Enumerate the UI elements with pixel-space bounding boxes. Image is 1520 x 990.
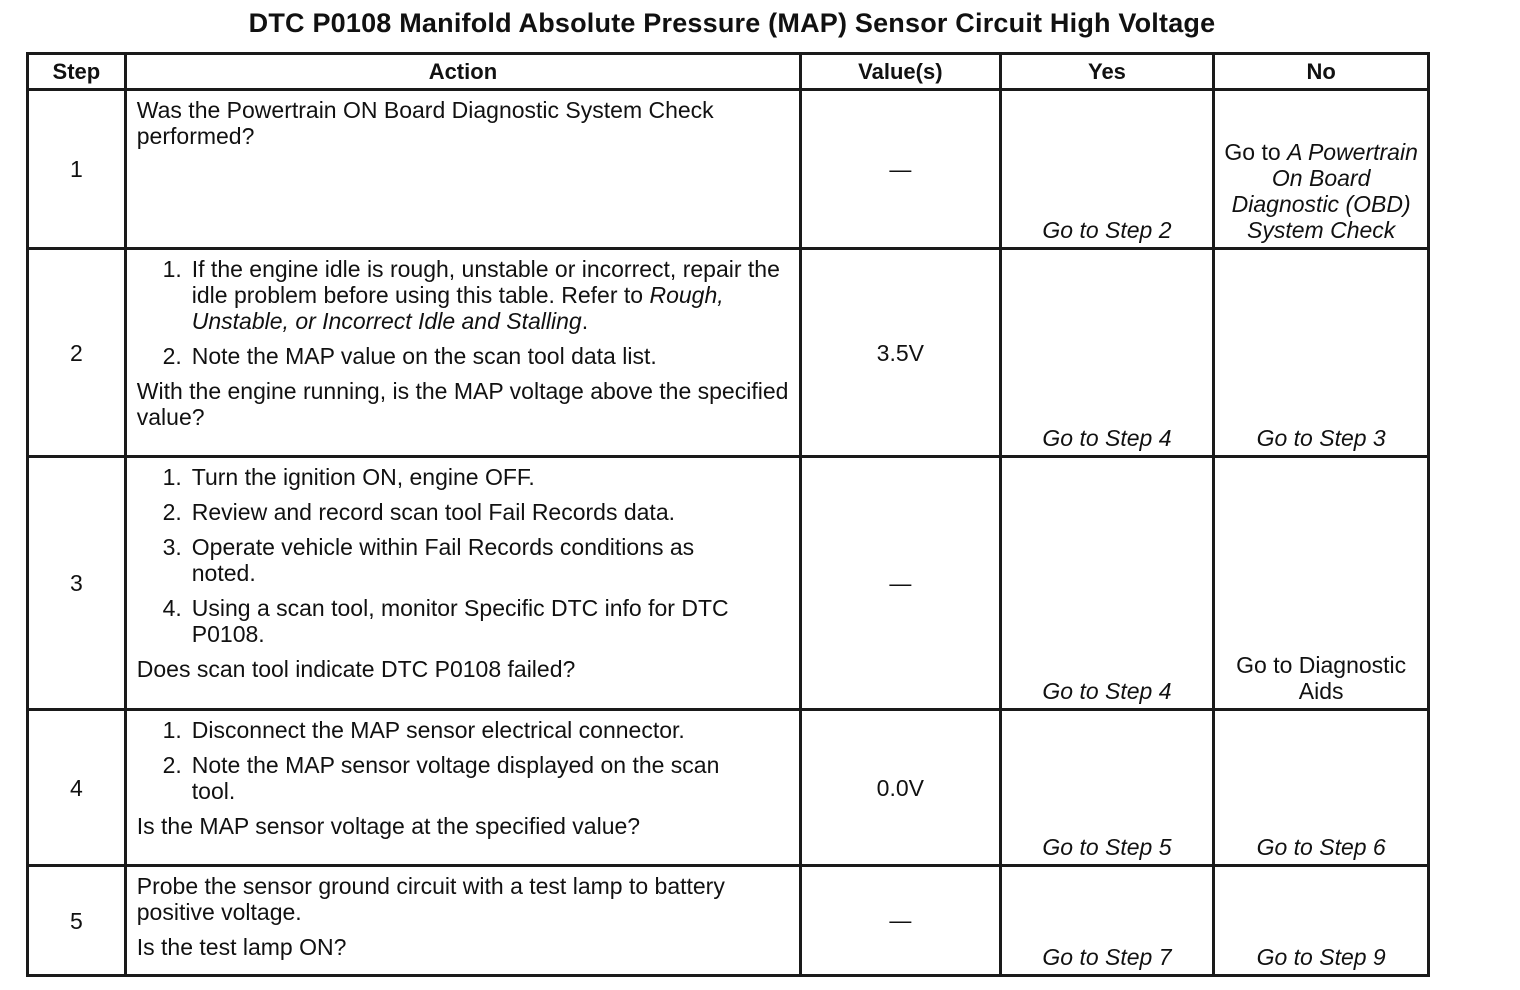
list-item — [137, 534, 789, 586]
action-question: With the engine running, is the MAP voltage above the specified value? — [136, 378, 789, 430]
page-title: DTC P0108 Manifold Absolute Pressure (MAP) Sensor Circuit High Voltage — [248, 8, 1216, 38]
yes-cell: Go to Step 4 — [1000, 249, 1214, 457]
header-yes: Yes — [1000, 54, 1214, 90]
no-prefix: Go to — [1224, 139, 1281, 165]
item-text: Operate vehicle within Fail Records conditions as noted. — [191, 534, 695, 586]
step-number: 4 — [28, 710, 126, 866]
item-text — [192, 256, 789, 334]
value-text: 3.5V — [876, 339, 924, 366]
item-number: 3. — [162, 534, 182, 560]
step-number: 5 — [28, 866, 126, 976]
table-row — [28, 457, 1429, 710]
header-no: No — [1214, 54, 1429, 90]
list-item — [137, 752, 789, 804]
value-cell — [801, 710, 1001, 866]
list-item — [137, 464, 789, 490]
item-text: Turn the ignition ON, engine OFF. — [191, 464, 535, 490]
value-cell — [801, 90, 1001, 249]
value-cell — [801, 866, 1001, 976]
action-cell — [125, 457, 800, 710]
yes-cell: Go to Step 7 — [1000, 866, 1214, 976]
action-question: Is the test lamp ON? — [136, 934, 347, 960]
no-cell: Go to Diagnostic Aids — [1214, 457, 1429, 710]
step-number: 1 — [28, 90, 126, 249]
action-cell — [125, 710, 800, 866]
item-number: 2. — [162, 499, 182, 525]
item-text: Review and record scan tool Fail Records data. — [191, 499, 676, 525]
item-number: 4. — [162, 595, 182, 621]
table-row — [28, 249, 1429, 457]
value-cell — [801, 457, 1001, 710]
item-number: 1. — [162, 256, 182, 282]
step-number: 2 — [28, 249, 126, 457]
header-step: Step — [28, 54, 126, 90]
item-text-plain: If the engine idle is rough, unstable or incorrect, repair the idle problem before using this table. Refer to — [191, 256, 780, 308]
action-question: Was the Powertrain ON Board Diagnostic System Check performed? — [136, 97, 714, 149]
header-values: Value(s) — [801, 54, 1001, 90]
item-number: 1. — [162, 717, 182, 743]
list-item — [137, 595, 789, 647]
action-cell — [125, 249, 800, 457]
yes-cell: Go to Step 4 — [1000, 457, 1214, 710]
action-steps — [137, 464, 789, 647]
value-text: — — [889, 908, 912, 933]
value-text: 0.0V — [876, 774, 924, 801]
item-number: 2. — [162, 343, 182, 369]
table-row — [28, 710, 1429, 866]
item-text: Note the MAP value on the scan tool data list. — [191, 343, 657, 369]
item-number: 2. — [162, 752, 182, 778]
action-question: Is the MAP sensor voltage at the specified value? — [136, 813, 641, 839]
action-question: Does scan tool indicate DTC P0108 failed? — [136, 656, 576, 682]
table-row — [28, 90, 1429, 249]
action-steps — [137, 717, 789, 804]
table-row — [28, 866, 1429, 976]
action-statement: Probe the sensor ground circuit with a test lamp to battery positive voltage. — [136, 873, 725, 925]
no-cell: Go to Step 6 — [1214, 710, 1429, 866]
no-cell: Go to Step 3 — [1214, 249, 1429, 457]
item-text: Disconnect the MAP sensor electrical connector. — [191, 717, 685, 743]
list-item — [137, 256, 789, 334]
item-text: Note the MAP sensor voltage displayed on the scan tool. — [191, 752, 720, 804]
yes-cell: Go to Step 5 — [1000, 710, 1214, 866]
step-number: 3 — [28, 457, 126, 710]
yes-cell: Go to Step 2 — [1000, 90, 1214, 249]
value-text: — — [889, 156, 912, 182]
list-item — [137, 717, 789, 743]
item-text: Using a scan tool, monitor Specific DTC info for DTC P0108. — [191, 595, 729, 647]
item-number: 1. — [162, 464, 182, 490]
no-link-text: A Powertrain On Board Diagnostic (OBD) System Check — [1231, 139, 1418, 243]
diagnostic-table — [26, 52, 1430, 977]
no-cell: Go to Step 9 — [1214, 866, 1429, 976]
table-header-row — [28, 54, 1429, 90]
no-cell — [1214, 90, 1429, 249]
action-cell — [125, 866, 800, 976]
action-steps — [137, 256, 789, 369]
list-item — [137, 499, 789, 525]
item-text-after: . — [581, 308, 589, 334]
header-action: Action — [125, 54, 800, 90]
action-cell — [125, 90, 800, 249]
value-cell — [801, 249, 1001, 457]
list-item — [137, 343, 789, 369]
item-reference: Rough, Unstable, or Incorrect Idle and Stalling — [191, 282, 724, 334]
value-text: — — [889, 570, 912, 596]
